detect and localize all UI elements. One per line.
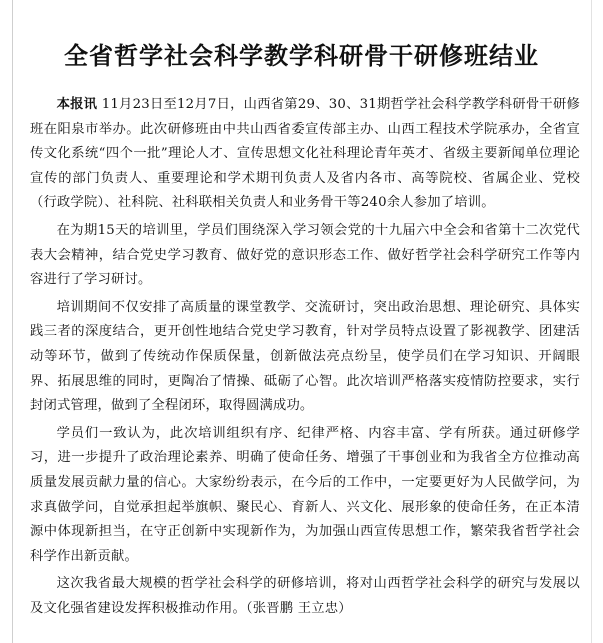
article-paragraph-1 [30, 93, 580, 216]
article-paragraph-3: 培训期间不仅安排了高质量的课堂教学、交流研讨，突出政治思想、理论研究、具体实践三者的深度结合，更开创性地结合党史学习教育，针对学员特点设置了影视教学、团建活动等环节，做到了传统动作保质保量，创新做法亮点纷呈，使学员们在学习知识、开阔眼界、拓展思维的同时，更陶冶了情操、砥砺了心智。此次培训严格落实疫情防控要求，实行封闭式管理，做到了全程闭环，取得圆满成功。 [30, 299, 580, 414]
article-paragraph-2: 在为期15天的培训里，学员们围绕深入学习领会党的十九届六中全会和省第十二次党代表大会精神，结合党史学习教育、做好党的意识形态工作、做好哲学社会科学研究工作等内容进行了学习研讨。 [30, 222, 580, 288]
article-body [30, 93, 580, 624]
page-border-left [12, 0, 13, 643]
article-paragraph-4: 学员们一致认为，此次培训组织有序、纪律严格、内容丰富、学有所获。通过研修学习，进一步提升了政治理论素养、明确了使命任务、增强了干事创业和为我省全方位推动高质量发展贡献力量的信心。大家纷纷表示，在今后的工作中，一定要更好为人民做学问，为求真做学问，自觉承担起举旗帜、聚民心、育新人、兴文化、展形象的使命任务，在正本清源中体现新担当，在守正创新中实现新作为，为加强山西宣传思想工作，繁荣我省哲学社会科学作出新贡献。 [30, 425, 580, 564]
article-title: 全省哲学社会科学教学科研骨干研修班结业 [64, 41, 539, 71]
article-paragraph-1-text: 11月23日至12月7日，山西省第29、30、31期哲学社会科学教学科研骨干研修班在阳泉市举办。此次研修班由中共山西省委宣传部主办、山西工程技术学院承办，全省宣传文化系统“四个一批”理论人才、宣传思想文化社科理论青年英才、省级主要新闻单位理论宣传的部门负责人、重要理论和学术期刊负责人及省内各市、高等院校、省属企业、党校（行政学院）、社科院、社科联相关负责人和业务骨干等240余人参加了培训。 [30, 97, 580, 211]
article-paragraph-5: 这次我省最大规模的哲学社会科学的研修培训，将对山西哲学社会科学的研究与发展以及文化强省建设发挥积极推动作用。（张晋鹏 王立忠） [30, 576, 580, 616]
article-lead: 本报讯 [56, 97, 98, 112]
page-border-right [591, 0, 592, 643]
